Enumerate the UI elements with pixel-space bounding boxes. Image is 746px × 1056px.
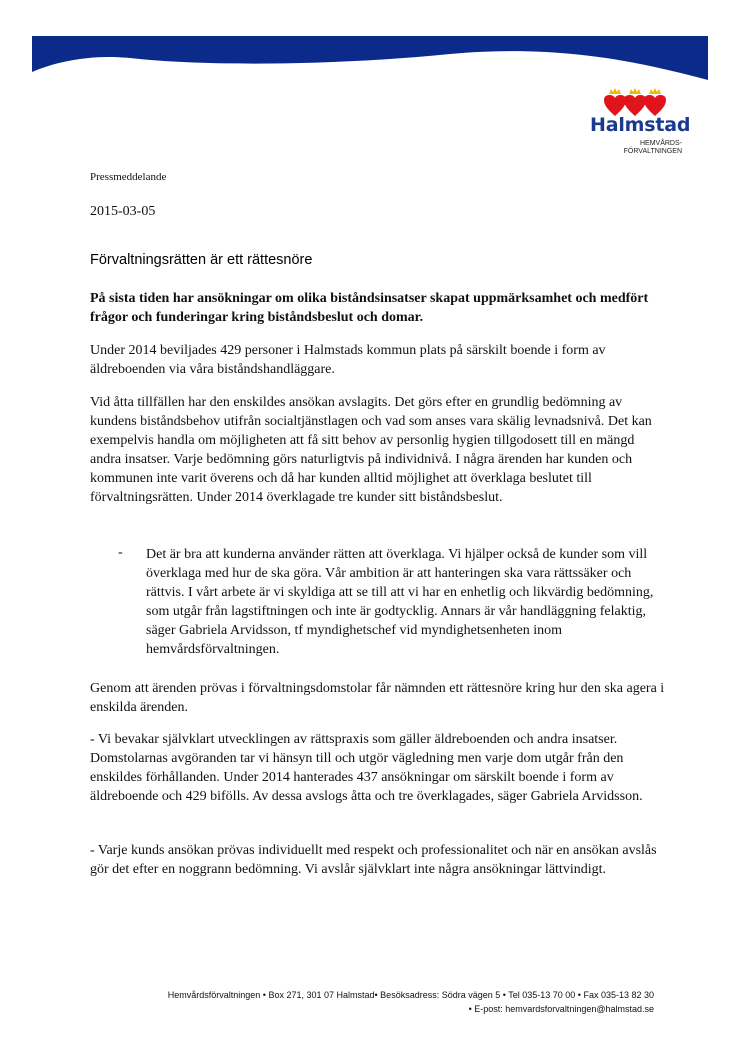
- logo-subtitle-line2: FÖRVALTNINGEN: [623, 148, 682, 155]
- quote-dash: -: [118, 545, 123, 560]
- footer-email-line: • E-post: hemvardsforvaltningen@halmstad.se: [468, 1004, 654, 1014]
- paragraph-1: Under 2014 beviljades 429 personer i Halmstads kommun plats på särskilt boende i form av äldreboenden via våra biståndshandläggare.: [90, 343, 606, 377]
- logo-text: Halmstad: [590, 114, 691, 136]
- footer-address-line: Hemvårdsförvaltningen • Box 271, 301 07 Halmstad• Besöksadress: Södra vägen 5 • Tel 035-13 70 00 • Fax 035-13 82 30: [167, 990, 654, 1000]
- lead-paragraph: På sista tiden har ansökningar om olika biståndsinsatser skapat uppmärksamhet och medfört frågor och funderingar kring biståndsbeslut och domar.: [90, 291, 649, 325]
- document-label: Pressmeddelande: [90, 171, 167, 183]
- paragraph-2: Vid åtta tillfällen har den enskildes ansökan avslagits. Det görs efter en grundlig bedömning av kundens biståndsbehov utifrån socialtjänstlagen och vad som anses vara skälig levnadsnivå. Det kan exempelvis handla om möjligheten att få sitt behov av personlig hygien tillgodosett till en mängd andra insatser. Varje bedömning görs naturligtvis på individnivå. I några ärenden har kunden och kommunen inte varit överens och då har kunden alltid möjlighet att överklaga beslutet till förvaltningsrätten. Under 2014 överklagade tre kunder sitt biståndsbeslut.: [90, 395, 652, 505]
- quote-paragraph: Det är bra att kunderna använder rätten att överklaga. Vi hjälper också de kunder som vill överklaga med hur de ska göra. Vår ambition är att hanteringen ska vara rättssäker och rättvis. I vårt arbete är vi skyldiga att se till att vi har en enhetlig och likvärdig bedömning, som utgår från lagstiftningen och inte är godtycklig. Annars är vår handläggning felaktig, säger Gabriela Arvidsson, tf myndighetschef vid myndighetsenheten inom hemvårdsförvaltningen.: [146, 547, 654, 657]
- wave-banner-icon: [0, 0, 746, 90]
- paragraph-3: Genom att ärenden prövas i förvaltningsdomstolar får nämnden ett rättesnöre kring hur den ska agera i enskilda ärenden.: [90, 681, 665, 715]
- halmstad-logo: [590, 88, 690, 174]
- logo-subtitle-line1: HEMVÅRDS-: [639, 140, 682, 147]
- paragraph-4: - Vi bevakar självklart utvecklingen av rättspraxis som gäller äldreboenden och andra insatser. Domstolarnas avgöranden tar vi hänsyn till och utgör vägledning men varje dom utgår från den enskildes förhållanden. Under 2014 hanterades 437 ansökningar om särskilt boende i form av äldreboende och 429 bifölls. Av dessa avslogs åtta och tre överklagades, säger Gabriela Arvidsson.: [90, 732, 643, 804]
- footer-contact: [54, 988, 654, 1016]
- document-date: 2015-03-05: [90, 204, 156, 219]
- logo-subtitle: [594, 140, 682, 156]
- page-title: Förvaltningsrätten är ett rättesnöre: [90, 252, 313, 268]
- paragraph-5: - Varje kunds ansökan prövas individuellt med respekt och professionalitet och när en ansökan avslås gör det efter en noggrann bedömning. Vi avslår självklart inte några ansökningar lättvindigt.: [90, 843, 657, 877]
